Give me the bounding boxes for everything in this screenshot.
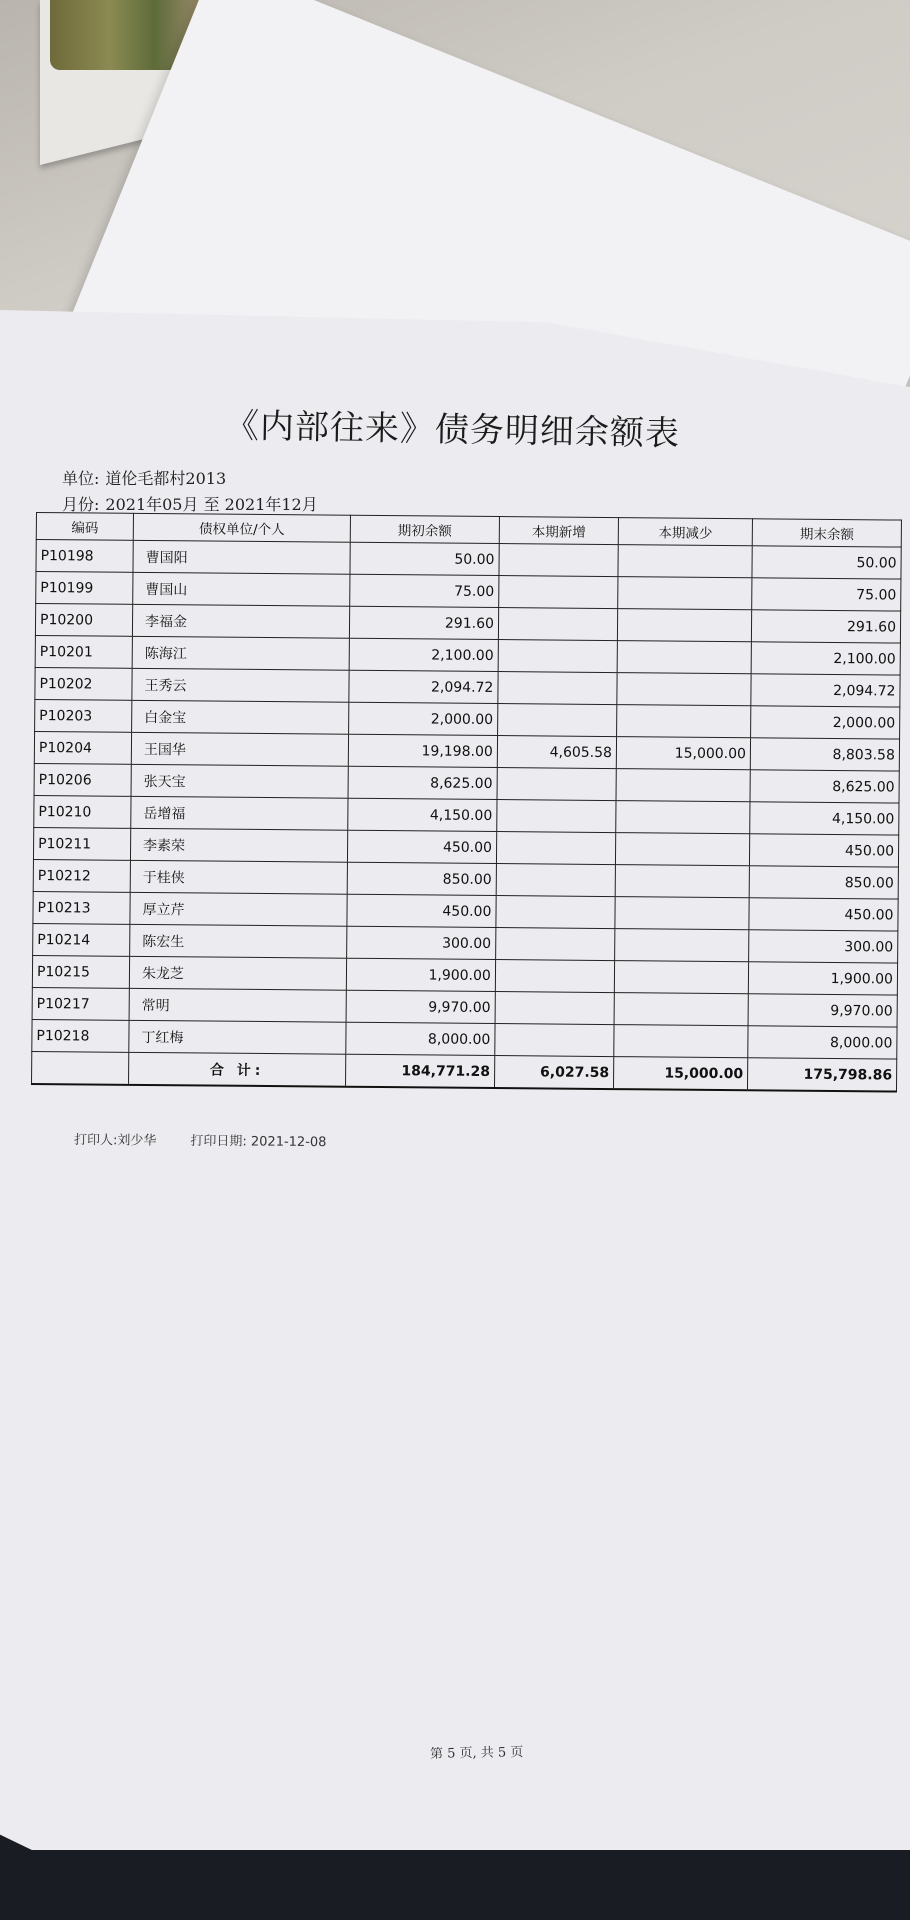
print-info: [74, 1129, 327, 1150]
cell-closing: 4,150.00: [750, 802, 899, 835]
cell-closing: 75.00: [752, 578, 901, 611]
cell-opening: 291.60: [349, 606, 498, 639]
cell-reduced: [615, 929, 749, 962]
cell-opening: 2,094.72: [349, 670, 498, 703]
cell-added: [495, 960, 614, 993]
cell-closing: 291.60: [751, 610, 900, 643]
cell-reduced: [616, 801, 750, 834]
cell-creditor: 王秀云: [132, 668, 349, 702]
printer-label: 打印人:: [73, 1132, 118, 1149]
cell-reduced: [617, 705, 751, 738]
cell-opening: 1,900.00: [346, 958, 495, 991]
cell-reduced: [614, 1025, 748, 1058]
cell-creditor: 丁红梅: [129, 1020, 346, 1054]
cell-closing: 8,000.00: [748, 1026, 897, 1059]
cell-code: P10198: [36, 540, 133, 573]
cell-reduced: [616, 769, 750, 802]
cell-code: P10210: [34, 795, 131, 828]
cell-reduced: 15,000.00: [616, 737, 750, 770]
cell-added: [497, 800, 616, 833]
cell-code: P10201: [35, 635, 132, 668]
period-label: 月份:: [62, 495, 100, 514]
cell-code: P10204: [34, 731, 131, 764]
cell-added: [496, 928, 615, 961]
cell-creditor: 曹国山: [133, 572, 350, 606]
cell-code: P10202: [35, 667, 132, 700]
total-row: [32, 1051, 897, 1091]
cell-opening: 2,000.00: [349, 702, 498, 735]
cell-added: [498, 672, 617, 705]
cell-code: P10211: [33, 827, 130, 860]
cell-creditor: 陈海江: [132, 636, 349, 670]
total-added: 6,027.58: [494, 1056, 613, 1090]
cell-added: [498, 608, 617, 641]
period-value: 2021年05月 至 2021年12月: [105, 495, 318, 514]
header-reduced: 本期减少: [618, 518, 752, 546]
cell-reduced: [618, 545, 752, 578]
cell-added: [496, 896, 615, 929]
cell-opening: 19,198.00: [348, 734, 497, 767]
cell-reduced: [617, 673, 751, 706]
cell-creditor: 厚立芹: [130, 892, 347, 926]
cell-code: P10213: [33, 891, 130, 924]
cell-closing: 50.00: [752, 546, 901, 579]
cell-creditor: 李福金: [132, 604, 349, 638]
cell-creditor: 白金宝: [132, 700, 349, 734]
header-closing: 期末余额: [752, 519, 901, 547]
header-added: 本期新增: [499, 517, 618, 545]
cell-closing: 850.00: [749, 866, 898, 899]
cell-creditor: 朱龙芝: [129, 956, 346, 990]
cell-opening: 850.00: [347, 862, 496, 895]
total-closing: 175,798.86: [748, 1058, 897, 1092]
cell-code: P10217: [32, 987, 129, 1020]
cell-opening: 9,970.00: [346, 990, 495, 1023]
cell-added: [495, 992, 614, 1025]
cell-added: [495, 1024, 614, 1057]
printer-value: 刘少华: [117, 1133, 157, 1149]
cell-closing: 1,900.00: [748, 962, 897, 995]
cell-creditor: 于桂侠: [130, 860, 347, 894]
cell-creditor: 李素荣: [130, 828, 347, 862]
cell-added: 4,605.58: [497, 736, 616, 769]
cell-added: [499, 544, 618, 577]
cell-creditor: 陈宏生: [130, 924, 347, 958]
print-date-value: 2021-12-08: [250, 1134, 327, 1151]
cell-opening: 8,000.00: [346, 1022, 495, 1055]
cell-reduced: [614, 993, 748, 1026]
cell-opening: 50.00: [350, 542, 499, 575]
cell-added: [496, 864, 615, 897]
cell-code: P10214: [33, 923, 130, 956]
cell-closing: 2,000.00: [751, 706, 900, 739]
cell-added: [498, 640, 617, 673]
cell-opening: 300.00: [347, 926, 496, 959]
cell-creditor: 张天宝: [131, 764, 348, 798]
cell-opening: 450.00: [347, 830, 496, 863]
header-creditor: 债权单位/个人: [133, 513, 350, 542]
total-label: 合 计:: [129, 1052, 346, 1086]
unit-line: [62, 466, 226, 489]
total-opening: 184,771.28: [345, 1054, 494, 1088]
cell-added: [497, 704, 616, 737]
cell-creditor: 王国华: [131, 732, 348, 766]
cell-opening: 4,150.00: [348, 798, 497, 831]
cell-creditor: 岳增福: [131, 796, 348, 830]
cell-code: P10212: [33, 859, 130, 892]
cell-creditor: 常明: [129, 988, 346, 1022]
cell-reduced: [615, 865, 749, 898]
cell-closing: 2,100.00: [751, 642, 900, 675]
cell-added: [497, 768, 616, 801]
cell-opening: 2,100.00: [349, 638, 498, 671]
cell-reduced: [618, 577, 752, 610]
total-blank-cell: [32, 1051, 129, 1084]
total-reduced: 15,000.00: [614, 1057, 748, 1091]
cell-opening: 8,625.00: [348, 766, 497, 799]
cell-closing: 8,625.00: [750, 770, 899, 803]
page-number: 第 5 页, 共 5 页: [429, 1745, 524, 1762]
cell-code: P10206: [34, 763, 131, 796]
cell-reduced: [615, 833, 749, 866]
cell-reduced: [617, 609, 751, 642]
cell-added: [496, 832, 615, 865]
cell-code: P10200: [35, 604, 132, 637]
cell-code: P10199: [36, 572, 133, 605]
cell-code: P10218: [32, 1019, 129, 1052]
cell-reduced: [615, 897, 749, 930]
cell-added: [499, 576, 618, 609]
cell-closing: 300.00: [749, 930, 898, 963]
cell-opening: 75.00: [350, 574, 499, 607]
header-code: 编码: [36, 513, 133, 541]
header-opening: 期初余额: [350, 515, 499, 543]
table-body: [32, 540, 901, 1060]
cell-reduced: [617, 641, 751, 674]
cell-closing: 9,970.00: [748, 994, 897, 1027]
cell-code: P10203: [35, 699, 132, 732]
cell-closing: 450.00: [750, 834, 899, 867]
cell-opening: 450.00: [347, 894, 496, 927]
debt-detail-table: [31, 512, 902, 1093]
cell-code: P10215: [32, 955, 129, 988]
document-title: 《内部往来》债务明细余额表: [224, 406, 681, 454]
unit-value: 道伦毛都村2013: [105, 469, 227, 488]
cell-creditor: 曹国阳: [133, 540, 350, 574]
cell-closing: 450.00: [749, 898, 898, 931]
cell-closing: 2,094.72: [751, 674, 900, 707]
print-date-label: 打印日期:: [190, 1133, 247, 1150]
cell-reduced: [614, 961, 748, 994]
period-line: [62, 492, 318, 515]
unit-label: 单位:: [62, 469, 100, 488]
cell-closing: 8,803.58: [750, 738, 899, 771]
